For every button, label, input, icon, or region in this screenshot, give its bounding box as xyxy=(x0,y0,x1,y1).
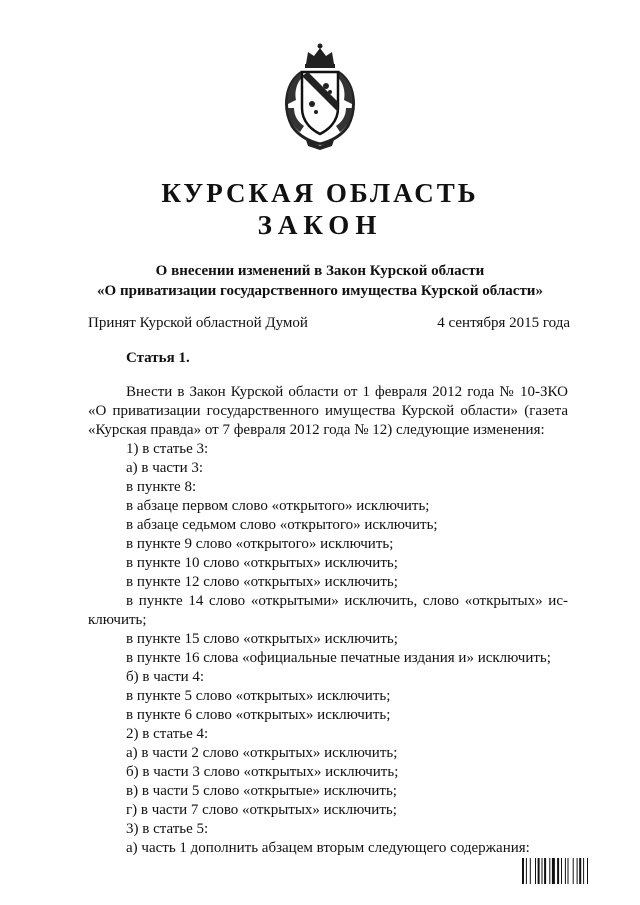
list-item: в пункте 15 слово «открытых» исключить; xyxy=(126,631,398,647)
adoption-date: 4 сентября 2015 года xyxy=(437,315,570,331)
list-item: в пункте 12 слово «открытых» исключить; xyxy=(126,574,398,590)
list-item: в пункте 8: xyxy=(126,479,197,495)
list-item: в) в части 5 слово «открытые» исключить; xyxy=(126,783,397,799)
document-type-title: ЗАКОН xyxy=(257,210,383,240)
barcode xyxy=(522,858,608,884)
list-item: 3) в статье 5: xyxy=(126,821,209,837)
subtitle-line-1: О внесении изменений в Закон Курской области xyxy=(155,263,485,279)
article-body xyxy=(88,383,568,858)
list-item-continuation: ключить; xyxy=(88,612,147,628)
list-item: в абзаце первом слово «открытого» исключить; xyxy=(126,498,430,514)
subtitle-line-2: «О приватизации государственного имущества Курской области» xyxy=(97,283,543,299)
list-item: в пункте 16 слова «официальные печатные издания и» исключить; xyxy=(126,650,551,666)
list-item: б) в части 4: xyxy=(126,669,205,685)
list-item: в абзаце седьмом слово «открытого» исключить; xyxy=(126,517,438,533)
list-item: в пункте 6 слово «открытых» исключить; xyxy=(126,707,391,723)
article-heading: Статья 1. xyxy=(126,350,190,366)
list-item: в пункте 9 слово «открытого» исключить; xyxy=(126,536,394,552)
law-subtitle xyxy=(0,261,640,301)
list-item: в пункте 5 слово «открытых» исключить; xyxy=(126,688,391,704)
article-intro: Внести в Закон Курской области от 1 февраля 2012 года № 10-ЗКО «О приватизации государственного имущества Курской области» (газета «Курская правда» от 7 февраля 2012 года № 12) следующие изменения: xyxy=(88,384,568,438)
list-item: а) в части 3: xyxy=(126,460,204,476)
list-item: 1) в статье 3: xyxy=(126,441,209,457)
coat-of-arms-emblem xyxy=(272,42,368,150)
adoption-line xyxy=(88,315,570,332)
list-item: в пункте 10 слово «открытых» исключить; xyxy=(126,555,398,571)
region-title: КУРСКАЯ ОБЛАСТЬ xyxy=(161,178,479,208)
list-item: а) в части 2 слово «открытых» исключить; xyxy=(126,745,398,761)
list-item: 2) в статье 4: xyxy=(126,726,209,742)
list-item: а) часть 1 дополнить абзацем вторым следующего содержания: xyxy=(126,840,530,856)
list-item: б) в части 3 слово «открытых» исключить; xyxy=(126,764,399,780)
list-item: г) в части 7 слово «открытых» исключить; xyxy=(126,802,397,818)
adopted-by: Принят Курской областной Думой xyxy=(88,315,308,331)
list-item: в пункте 14 слово «открытыми» исключить, слово «открытых» ис- xyxy=(126,593,568,609)
